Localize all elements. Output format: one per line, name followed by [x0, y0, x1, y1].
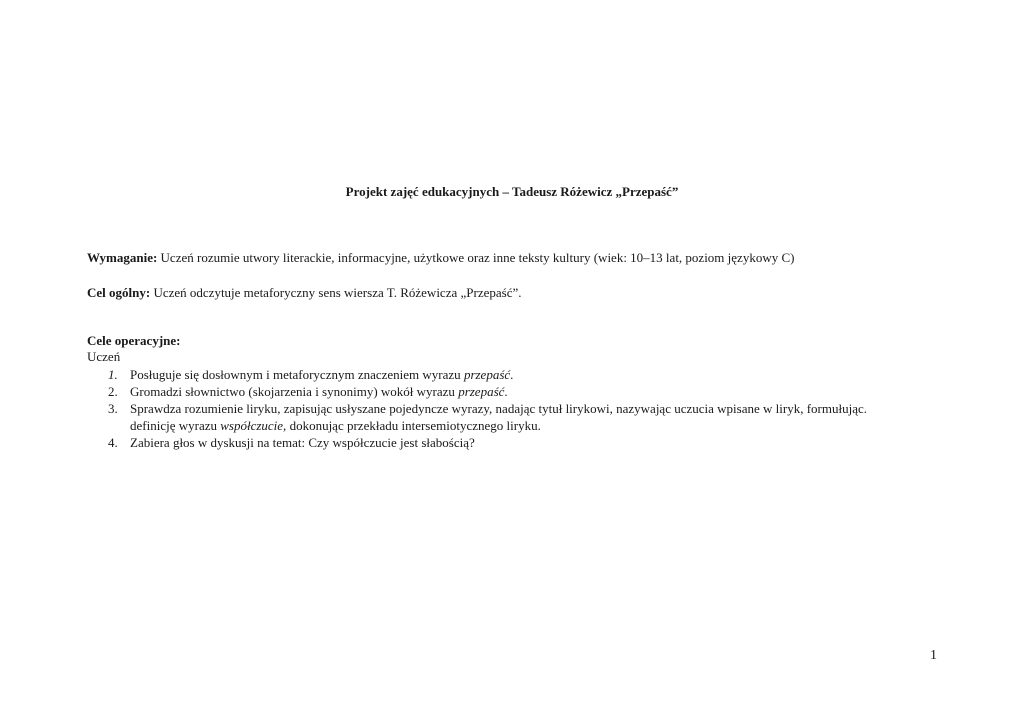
general-goal-label: Cel ogólny:: [87, 285, 151, 300]
list-item-text-end: .: [510, 367, 514, 382]
list-item-text-end: dokonując przekładu intersemiotycznego liryku.: [286, 418, 541, 433]
list-item-text-continued: [130, 417, 947, 434]
general-goal-text: Uczeń odczytuje metaforyczny sens wiersza T. Różewicza „Przepaść”.: [150, 285, 522, 300]
requirement-label: Wymaganie:: [87, 250, 158, 265]
list-item-text: Sprawdza rozumienie liryku, zapisując usłyszane pojedyncze wyrazy, nadając tytuł lirykowi, nazywając uczucia wpisane w liryk, formułując.: [130, 401, 867, 416]
requirement-text: Uczeń rozumie utwory literackie, informacyjne, użytkowe oraz inne teksty kultury (wiek: 10–13 lat, poziom językowy C): [157, 250, 795, 265]
list-item-italic: przepaść: [458, 384, 505, 399]
list-item: [87, 434, 947, 451]
list-item-italic: przepaść: [463, 367, 511, 382]
list-item-number: 3.: [108, 401, 118, 416]
list-item: [87, 366, 947, 383]
list-item-number: 4.: [108, 435, 118, 450]
general-goal-line: [87, 285, 521, 301]
list-item-text-end: .: [504, 384, 508, 399]
list-item-text: Posługuje się dosłownym i metaforycznym znaczeniem wyrazu: [130, 367, 464, 382]
operational-goals-heading: Cele operacyjne:: [87, 333, 181, 348]
list-item-italic: współczucie,: [220, 418, 287, 433]
list-item: [87, 400, 947, 434]
page-number: 1: [930, 648, 937, 663]
operational-goals-list: [87, 366, 947, 451]
list-item-text: Zabiera głos w dyskusji na temat: Czy współczucie jest słabością?: [130, 435, 475, 450]
requirement-line: [87, 250, 794, 266]
list-item-text-part: definicję wyrazu: [130, 418, 221, 433]
operational-goals-subject: Uczeń: [87, 349, 121, 364]
list-item: [87, 383, 947, 400]
list-item-number: 1.: [108, 367, 118, 382]
list-item-number: 2.: [108, 384, 118, 399]
document-title: Projekt zajęć edukacyjnych – Tadeusz Różewicz „Przepaść”: [345, 184, 679, 199]
list-item-text: Gromadzi słownictwo (skojarzenia i synonimy) wokół wyrazu: [130, 384, 459, 399]
